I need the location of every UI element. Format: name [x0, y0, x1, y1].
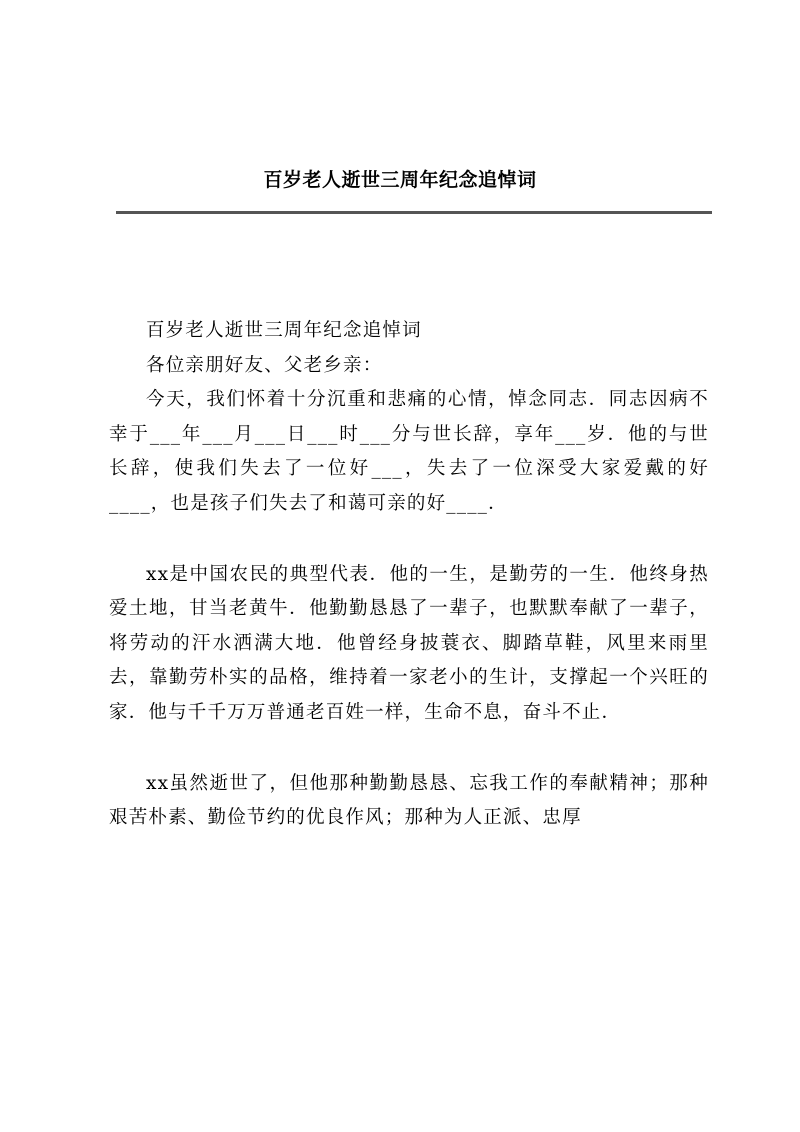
- paragraph-spacer: [109, 522, 709, 558]
- paragraph-salutation: 各位亲朋好友、父老乡亲：: [146, 354, 383, 376]
- title-divider: [116, 211, 712, 214]
- document-title: 百岁老人逝世三周年纪念追悼词: [263, 169, 537, 191]
- paragraph-heading: 百岁老人逝世三周年纪念追悼词: [146, 320, 422, 341]
- paragraph-life: xx是中国农民的典型代表．他的一生，是勤劳的一生．他终身热爱土地，甘当老黄牛．他勤勤恳恳了一辈子，也默默奉献了一辈子，将劳动的汗水洒满大地．他曾经身披蓑衣、脚踏草鞋，风里来雨里去，靠勤劳朴实的品格，维持着一家老小的生计，支撑起一个兴旺的家．他与千千万万普通老百姓一样，生命不息，奋斗不止．: [109, 563, 709, 723]
- document-body: [109, 314, 709, 836]
- paragraph-opening: 今天，我们怀着十分沉重和悲痛的心情，悼念同志．同志因病不幸于___年___月___日___时___分与世长辞，享年___岁．他的与世长辞，使我们失去了一位好___，失去了一位深受大家爱戴的好____，也是孩子们失去了和蔼可亲的好____．: [109, 389, 709, 514]
- paragraph-spacer: [109, 731, 709, 767]
- paragraph-legacy: xx虽然逝世了，但他那种勤勤恳恳、忘我工作的奉献精神；那种艰苦朴素、勤俭节约的优良作风；那种为人正派、忠厚: [109, 772, 709, 829]
